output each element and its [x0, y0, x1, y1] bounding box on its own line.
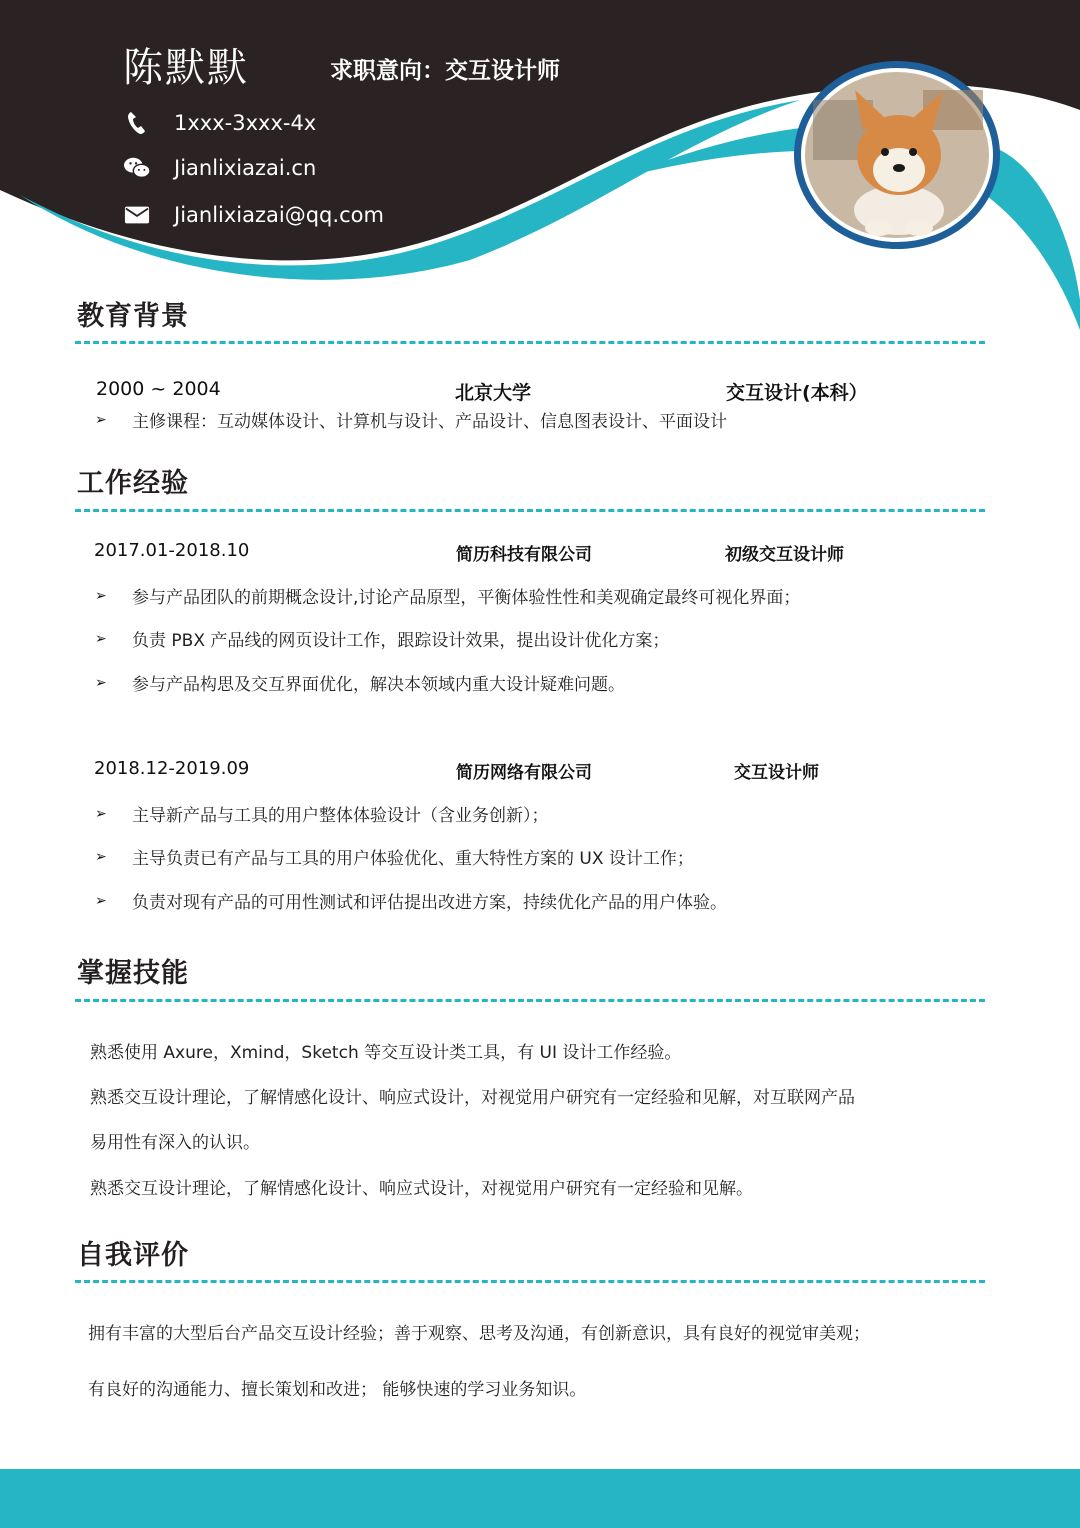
arrow-bullet-icon: ➢: [95, 411, 107, 428]
arrow-bullet-icon: ➢: [95, 848, 107, 865]
self-eval-line: 拥有丰富的大型后台产品交互设计经验；善于观察、思考及沟通，有创新意识，具有良好的视觉审美观；: [88, 1324, 870, 1344]
arrow-bullet-icon: ➢: [95, 805, 107, 822]
phone-icon: [124, 110, 150, 136]
education-courses: 主修课程：互动媒体设计、计算机与设计、产品设计、信息图表设计、平面设计: [132, 412, 727, 432]
list-item: [95, 888, 727, 913]
job-duty: 主导新产品与工具的用户整体体验设计（含业务创新）；: [132, 806, 549, 826]
section-title-education: 教育背景: [77, 301, 189, 332]
list-item: [95, 626, 669, 651]
job-duty: 负责对现有产品的可用性测试和评估提出改进方案，持续优化产品的用户体验。: [132, 893, 727, 913]
job-duty: 参与产品构思及交互界面优化，解决本领域内重大设计疑难问题。: [132, 675, 625, 695]
section-divider: [75, 1280, 985, 1283]
skill-line: 熟悉使用 Axure，Xmind，Sketch 等交互设计类工具，有 UI 设计工作经验。: [90, 1043, 682, 1063]
section-divider: [75, 509, 985, 512]
email-address: Jianlixiazai@qq.com: [174, 203, 384, 227]
job-role: 初级交互设计师: [725, 545, 844, 565]
skill-line: 熟悉交互设计理论，了解情感化设计、响应式设计，对视觉用户研究有一定经验和见解，对互联网产品: [90, 1088, 855, 1108]
job-duty: 主导负责已有产品与工具的用户体验优化、重大特性方案的 UX 设计工作；: [132, 849, 694, 869]
wechat-icon: [124, 155, 150, 181]
section-title-work: 工作经验: [77, 468, 189, 499]
list-item: [95, 844, 694, 869]
list-item: [95, 670, 625, 695]
job-company: 简历科技有限公司: [456, 545, 592, 565]
section-title-self-eval: 自我评价: [77, 1240, 189, 1271]
section-divider: [75, 341, 985, 344]
skill-line: 熟悉交互设计理论，了解情感化设计、响应式设计，对视觉用户研究有一定经验和见解。: [90, 1179, 753, 1199]
section-title-skills: 掌握技能: [77, 958, 189, 989]
job-role: 交互设计师: [734, 763, 819, 783]
contact-email: [124, 202, 384, 228]
skill-line: 易用性有深入的认识。: [90, 1133, 260, 1153]
list-item: [95, 583, 800, 608]
job-company: 简历网络有限公司: [456, 763, 592, 783]
arrow-bullet-icon: ➢: [95, 630, 107, 647]
phone-number: 1xxx-3xxx-4x: [174, 111, 317, 135]
section-divider: [75, 999, 985, 1002]
arrow-bullet-icon: ➢: [95, 892, 107, 909]
mail-icon: [124, 202, 150, 228]
arrow-bullet-icon: ➢: [95, 674, 107, 691]
job-duty: 负责 PBX 产品线的网页设计工作，跟踪设计效果，提出设计优化方案；: [132, 631, 670, 651]
footer-bar: [0, 1469, 1080, 1528]
job-period: 2017.01-2018.10: [94, 540, 250, 561]
list-item: [95, 801, 549, 826]
arrow-bullet-icon: ➢: [95, 587, 107, 604]
candidate-name: 陈默默: [123, 45, 249, 91]
profile-photo: [793, 60, 1001, 250]
job-period: 2018.12-2019.09: [94, 758, 250, 779]
contact-wechat: [124, 155, 316, 181]
education-major: 交互设计(本科）: [726, 382, 868, 404]
list-item: [95, 407, 727, 432]
education-school: 北京大学: [455, 382, 532, 404]
job-duty: 参与产品团队的前期概念设计,讨论产品原型，平衡体验性性和美观确定最终可视化界面；: [132, 588, 801, 608]
job-intent: 求职意向：交互设计师: [330, 58, 560, 84]
self-eval-line: 有良好的沟通能力、擅长策划和改进； 能够快速的学习业务知识。: [88, 1380, 587, 1400]
contact-phone: [124, 110, 316, 136]
wechat-id: Jianlixiazai.cn: [174, 156, 317, 180]
education-period: 2000 ~ 2004: [96, 378, 221, 400]
